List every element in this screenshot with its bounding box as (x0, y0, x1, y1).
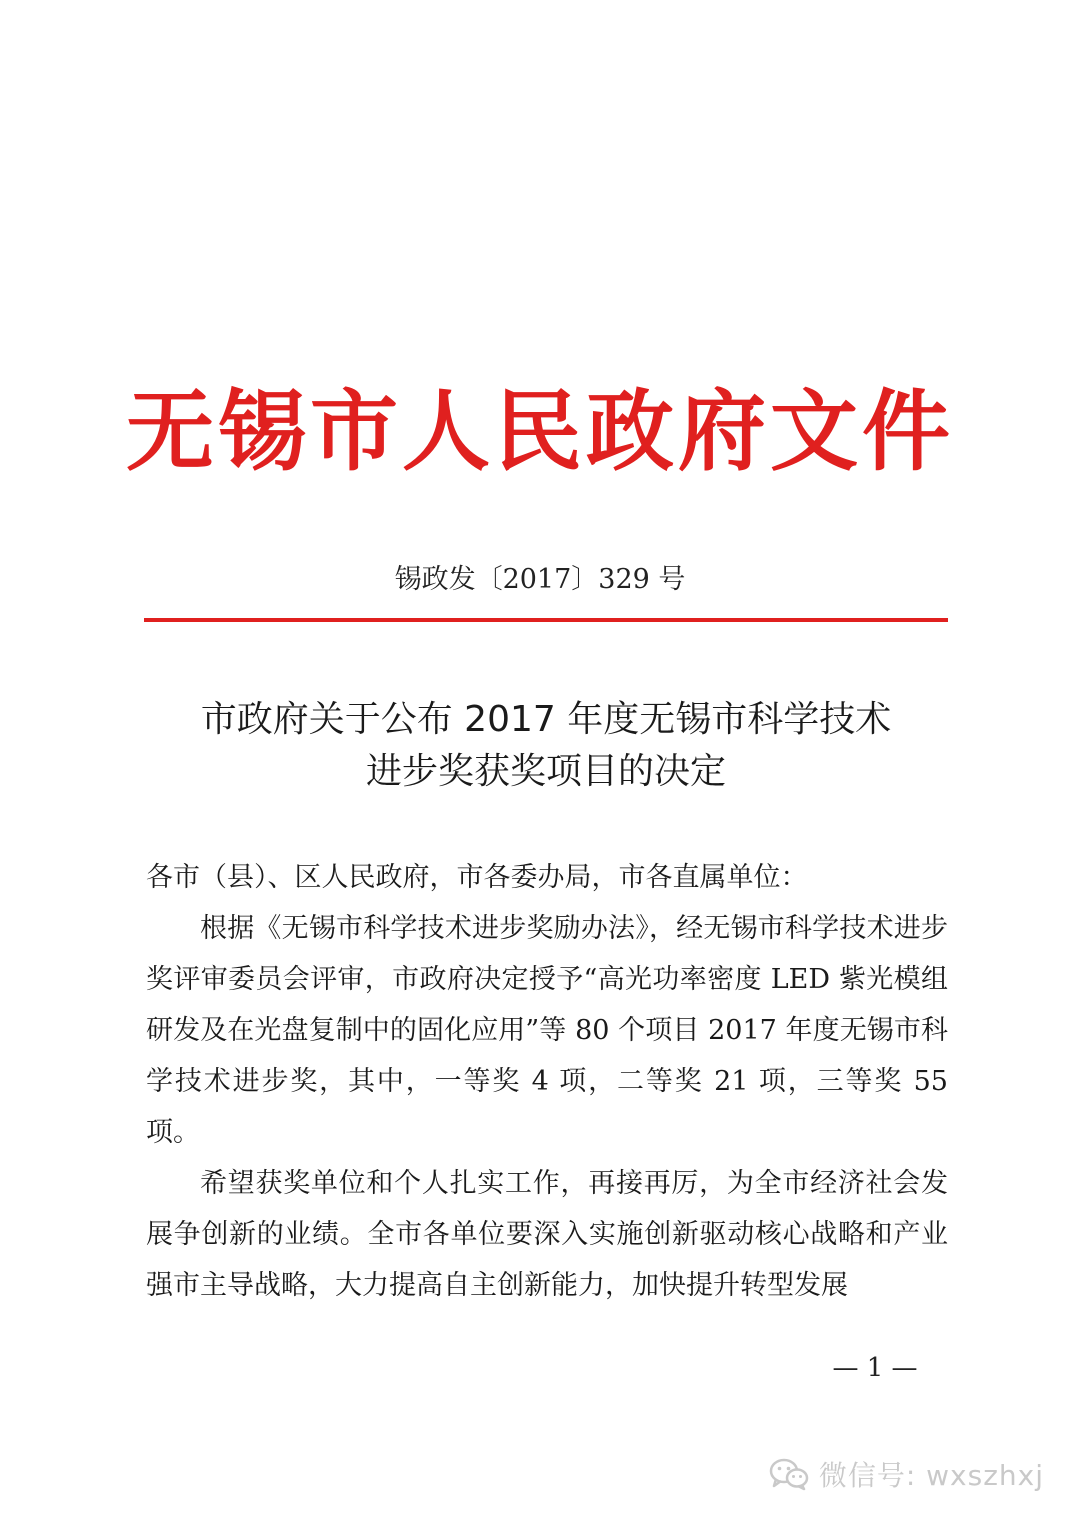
wechat-watermark (769, 1452, 1044, 1496)
paragraph-1: 根据《无锡市科学技术进步奖励办法》，经无锡市科学技术进步奖评审委员会评审，市政府决定授予“高光功率密度 LED 紫光模组研发及在光盘复制中的固化应用”等 80 个项目 2017 年度无锡市科学技术进步奖，其中，一等奖 4 项，二等奖 21 项，三等奖 55 项。 (146, 913, 948, 1148)
watermark-text: 微信号: wxszhxj (818, 1459, 1044, 1492)
red-divider (144, 618, 948, 622)
wechat-icon (769, 1457, 809, 1491)
salutation: 各市（县）、区人民政府，市各委办局，市各直属单位： (146, 862, 808, 893)
document-number: 锡政发〔2017〕329 号 (394, 564, 686, 595)
masthead-title: 无锡市人民政府文件 (125, 380, 954, 483)
page-number: — 1 — (832, 1353, 918, 1383)
document-title (144, 694, 948, 798)
title-line-2: 进步奖获奖项目的决定 (365, 751, 726, 792)
document-body (146, 852, 948, 1311)
title-line-1: 市政府关于公布 2017 年度无锡市科学技术 (200, 699, 892, 740)
paragraph-2: 希望获奖单位和个人扎实工作，再接再厉，为全市经济社会发展争创新的业绩。全市各单位要深入实施创新驱动核心战略和产业强市主导战略，大力提高自主创新能力，加快提升转型发展 (146, 1168, 948, 1301)
